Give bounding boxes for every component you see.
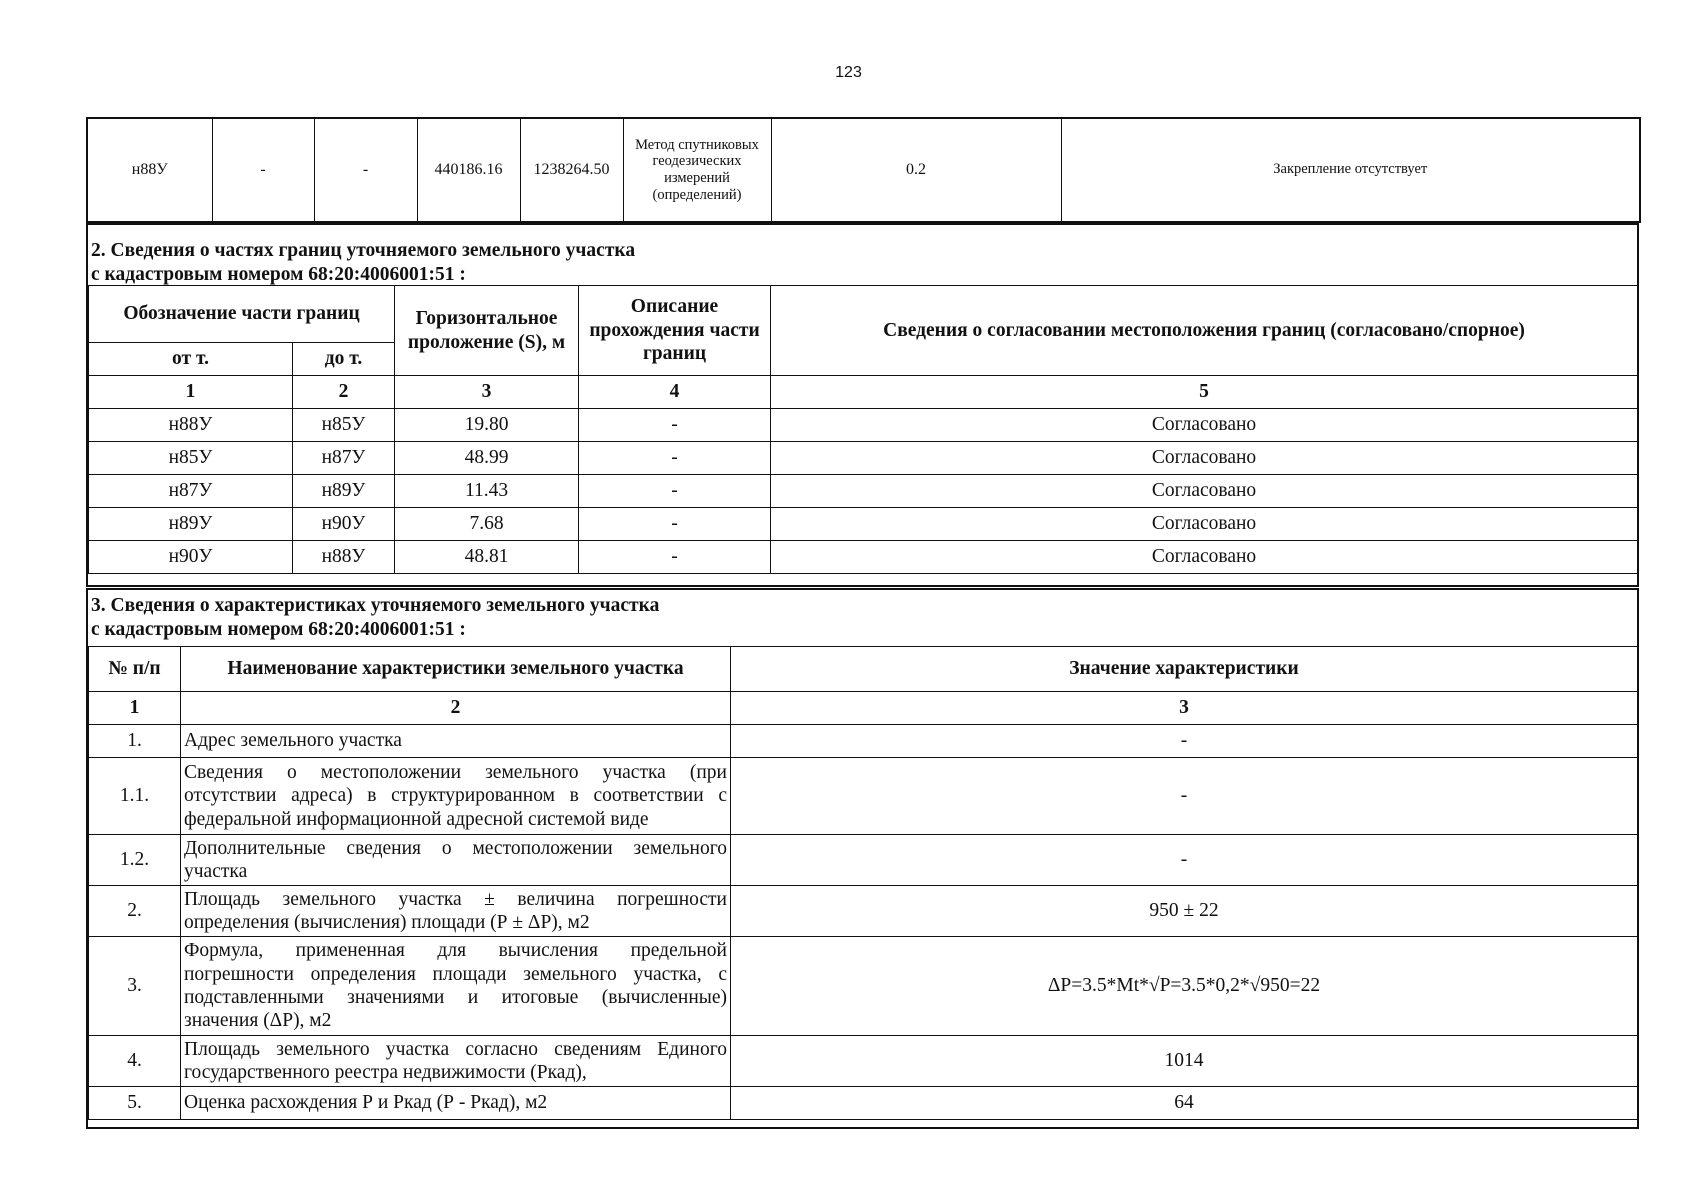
- to-point: н88У: [293, 541, 395, 574]
- section-2-title-line2: с кадастровым номером 68:20:4006001:51 :: [91, 264, 466, 286]
- col-number: 4: [579, 376, 771, 409]
- fixing-cell: Закрепление отсутствует: [1061, 118, 1640, 222]
- section-3-title-line1: 3. Сведения о характеристиках уточняемого земельного участка: [91, 595, 660, 616]
- from-point: н90У: [89, 541, 293, 574]
- description-value: -: [579, 508, 771, 541]
- from-point: н87У: [89, 475, 293, 508]
- to-point: н90У: [293, 508, 395, 541]
- col-number: 3: [395, 376, 579, 409]
- row-name: Дополнительные сведения о местоположении земельного участка: [181, 835, 731, 886]
- agreement-status: Согласовано: [771, 442, 1638, 475]
- coordinates-continuation: [86, 117, 1639, 223]
- table-row: [89, 541, 1638, 574]
- column-numbers-row: [89, 376, 1638, 409]
- table-row: [89, 937, 1638, 1036]
- header-name: Наименование характеристики земельного участка: [181, 647, 731, 692]
- table-row: [89, 442, 1638, 475]
- agreement-status: Согласовано: [771, 475, 1638, 508]
- cell: -: [212, 118, 314, 222]
- to-point: н85У: [293, 409, 395, 442]
- to-point: н89У: [293, 475, 395, 508]
- row-num: 4.: [89, 1036, 181, 1087]
- accuracy-cell: 0.2: [771, 118, 1061, 222]
- horizontal-value: 11.43: [395, 475, 579, 508]
- header-num: № п/п: [89, 647, 181, 692]
- section-2-title-line1: 2. Сведения о частях границ уточняемого земельного участка: [91, 240, 636, 261]
- table-row: [89, 508, 1638, 541]
- method-cell: Метод спутниковых геодезических измерений (определений): [623, 118, 771, 222]
- table-row: [89, 475, 1638, 508]
- table-row: [89, 758, 1638, 835]
- row-name: Площадь земельного участка согласно сведениям Единого государственного реестра недвижимости (Ркад),: [181, 1036, 731, 1087]
- characteristics-table: [88, 646, 1638, 1120]
- table-row: [89, 725, 1638, 758]
- horizontal-value: 48.99: [395, 442, 579, 475]
- col-number: 1: [89, 376, 293, 409]
- table-header-row: [89, 286, 1638, 343]
- row-name: Сведения о местоположении земельного участка (при отсутствии адреса) в структурированном в соответствии с федеральной информационной адресной системой виде: [181, 758, 731, 835]
- header-description: Описание прохождения части границ: [579, 286, 771, 376]
- coordinates-table: [86, 117, 1641, 223]
- table-row: [87, 118, 1640, 222]
- table-row: [89, 1036, 1638, 1087]
- header-from: от т.: [89, 343, 293, 376]
- horizontal-value: 48.81: [395, 541, 579, 574]
- section-3: [86, 588, 1639, 1129]
- agreement-status: Согласовано: [771, 541, 1638, 574]
- row-name: Площадь земельного участка ± величина погрешности определения (вычисления) площади (Р ± ΔР), м2: [181, 886, 731, 937]
- row-value: ΔР=3.5*Mt*√P=3.5*0,2*√950=22: [731, 937, 1638, 1036]
- page-number: 123: [835, 64, 862, 81]
- from-point: н89У: [89, 508, 293, 541]
- row-value: 950 ± 22: [731, 886, 1638, 937]
- row-value: 64: [731, 1087, 1638, 1120]
- row-name: Оценка расхождения Р и Ркад (Р - Ркад), м2: [181, 1087, 731, 1120]
- row-value: 1014: [731, 1036, 1638, 1087]
- col-number: 1: [89, 692, 181, 725]
- section-3-title: [88, 590, 1637, 646]
- row-num: 3.: [89, 937, 181, 1036]
- description-value: -: [579, 442, 771, 475]
- row-value: -: [731, 758, 1638, 835]
- header-value: Значение характеристики: [731, 647, 1638, 692]
- header-horizontal: Горизонтальное проложение (S), м: [395, 286, 579, 376]
- col-number: 2: [293, 376, 395, 409]
- col-number: 3: [731, 692, 1638, 725]
- table-row: [89, 409, 1638, 442]
- description-value: -: [579, 409, 771, 442]
- to-point: н87У: [293, 442, 395, 475]
- table-row: [89, 886, 1638, 937]
- table-row: [89, 835, 1638, 886]
- row-num: 1.2.: [89, 835, 181, 886]
- row-name: Формула, примененная для вычисления предельной погрешности определения площади земельного участка, с подставленными значениями и итоговые (вычисленные) значения (ΔР), м2: [181, 937, 731, 1036]
- section-2: [86, 223, 1639, 587]
- table-row: [89, 1087, 1638, 1120]
- description-value: -: [579, 541, 771, 574]
- header-to: до т.: [293, 343, 395, 376]
- row-num: 1.1.: [89, 758, 181, 835]
- row-value: -: [731, 725, 1638, 758]
- coord-x: 440186.16: [417, 118, 520, 222]
- agreement-status: Согласовано: [771, 409, 1638, 442]
- row-name: Адрес земельного участка: [181, 725, 731, 758]
- row-value: -: [731, 835, 1638, 886]
- header-designation: Обозначение части границ: [89, 286, 395, 343]
- table-header-row: [89, 647, 1638, 692]
- header-agreement: Сведения о согласовании местоположения границ (согласовано/спорное): [771, 286, 1638, 376]
- row-num: 5.: [89, 1087, 181, 1120]
- from-point: н85У: [89, 442, 293, 475]
- horizontal-value: 7.68: [395, 508, 579, 541]
- coord-y: 1238264.50: [520, 118, 623, 222]
- point-name: н88У: [87, 118, 212, 222]
- from-point: н88У: [89, 409, 293, 442]
- col-number: 2: [181, 692, 731, 725]
- row-num: 1.: [89, 725, 181, 758]
- col-number: 5: [771, 376, 1638, 409]
- cell: -: [314, 118, 417, 222]
- agreement-status: Согласовано: [771, 508, 1638, 541]
- column-numbers-row: [89, 692, 1638, 725]
- section-3-title-line2: с кадастровым номером 68:20:4006001:51 :: [91, 619, 466, 641]
- horizontal-value: 19.80: [395, 409, 579, 442]
- row-num: 2.: [89, 886, 181, 937]
- boundary-parts-table: [88, 285, 1638, 574]
- section-2-title: [88, 225, 1637, 285]
- description-value: -: [579, 475, 771, 508]
